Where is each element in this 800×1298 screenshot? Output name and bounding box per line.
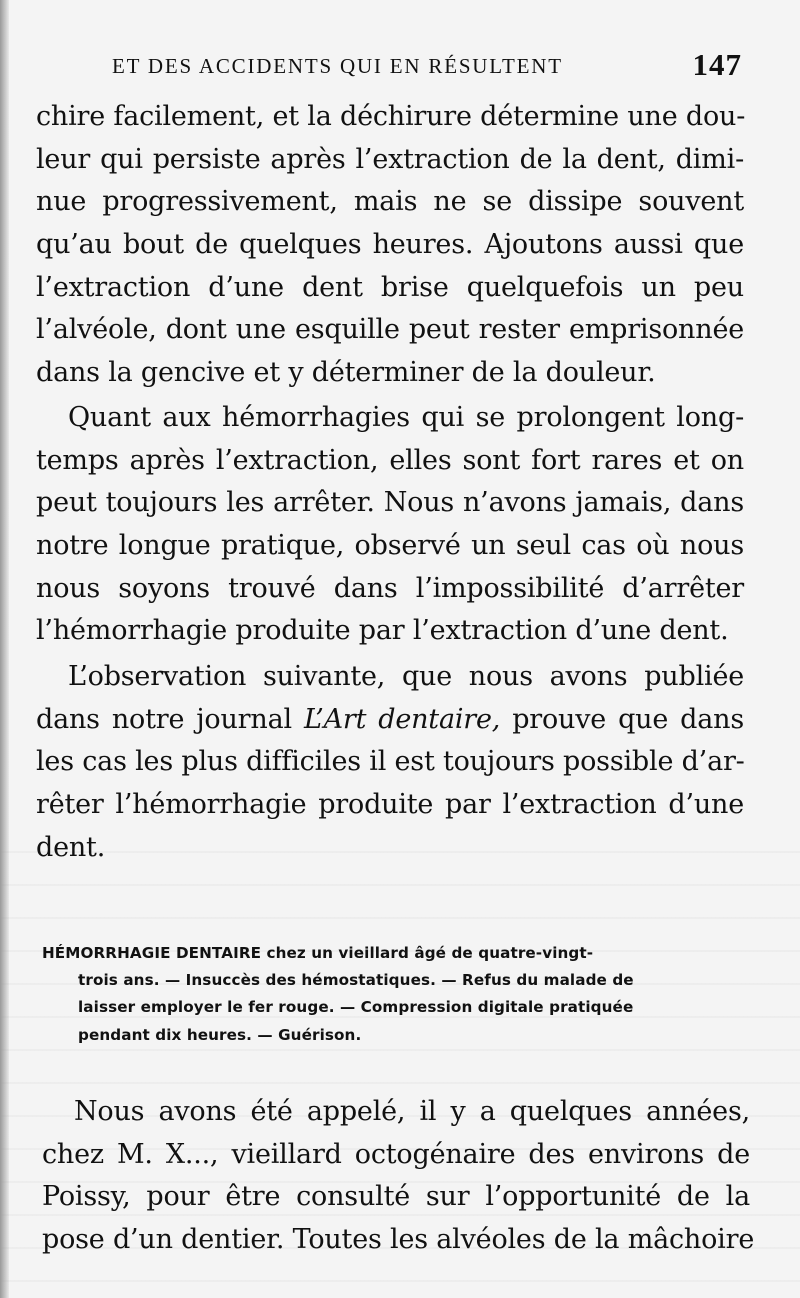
text-line: rêter l’hémorrhagie produite par l’extraction d’une [36, 789, 744, 821]
text-line: l’hémorrhagie produite par l’extraction d’une dent. [36, 615, 729, 647]
running-title: ET DES ACCIDENTS QUI EN RÉSULTENT [112, 54, 563, 78]
paragraph-hemorrhages [36, 397, 744, 653]
journal-title: L’Art dentaire, [303, 703, 501, 735]
summary-line: laisser employer le fer rouge. — Compression digitale pratiquée [78, 998, 634, 1017]
text-line: l’alvéole, dont une esquille peut rester emprisonnée [36, 314, 744, 346]
text-line: l’extraction d’une dent brise quelquefois un peu [36, 271, 744, 303]
running-header [112, 48, 742, 82]
text-line: Poissy, pour être consulté sur l’opportunité de la [42, 1181, 750, 1213]
summary-line: trois ans. — Insuccès des hémostatiques. — Refus du malade de [78, 971, 634, 990]
text-fragment: dans notre journal [36, 703, 304, 735]
text-line: chez M. X..., vieillard octogénaire des environs de [42, 1138, 750, 1170]
text-line-with-journal-title [36, 699, 744, 742]
page-number: 147 [692, 47, 742, 82]
text-line: dans la gencive et y déterminer de la douleur. [36, 357, 656, 389]
page-edge-shadow [0, 0, 9, 1298]
summary-line: pendant dix heures. — Guérison. [78, 1025, 362, 1044]
paragraph-continued [36, 96, 744, 395]
text-line: chire facilement, et la déchirure détermine une dou- [36, 101, 746, 132]
case-summary [42, 940, 746, 1049]
summary-line [42, 940, 746, 967]
text-line: notre longue pratique, observé un seul cas où nous [36, 530, 744, 562]
text-line: Quant aux hémorrhagies qui se prolongent long- [68, 402, 744, 433]
case-title: HÉMORRHAGIE DENTAIRE [42, 944, 262, 962]
paragraph-observation-intro [36, 656, 744, 869]
text-line: pose d’un dentier. Toutes les alvéoles de la mâchoire [42, 1224, 755, 1256]
text-line: les cas les plus difficiles il est toujours possible d’ar- [36, 746, 745, 778]
text-line: peut toujours les arrêter. Nous n’avons jamais, dans [36, 487, 744, 519]
paragraph-case-start [42, 1091, 755, 1262]
text-line: temps après l’extraction, elles sont fort rares et on [36, 444, 744, 476]
text-line: qu’au bout de quelques heures. Ajoutons aussi que [36, 229, 744, 261]
text-line: leur qui persiste après l’extraction de la dent, dimi- [36, 143, 744, 175]
text-line: Nous avons été appelé, il y a quelques années, [74, 1096, 750, 1127]
text-fragment: prouve que dans [500, 703, 744, 735]
text-line: nous soyons trouvé dans l’impossibilité d’arrêter [36, 572, 744, 604]
text-line: L’observation suivante, que nous avons publiée [68, 661, 744, 692]
text-line: nue progressivement, mais ne se dissipe souvent [36, 186, 744, 218]
summary-text: chez un vieillard âgé de quatre-vingt- [261, 944, 594, 962]
text-line: dent. [36, 831, 106, 863]
